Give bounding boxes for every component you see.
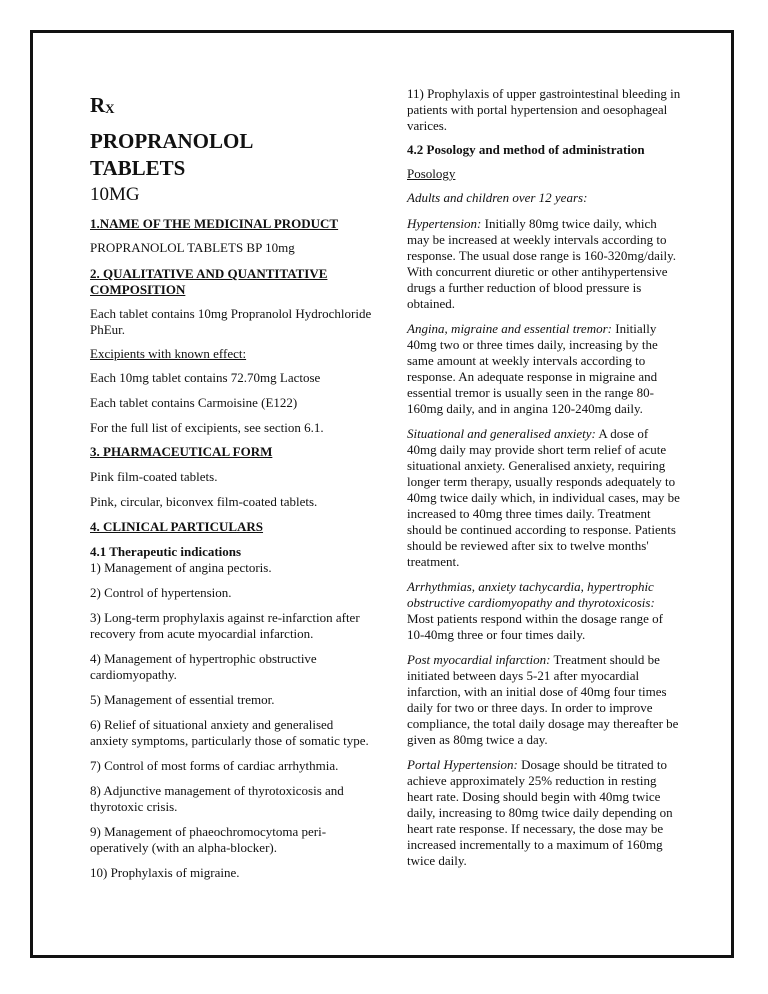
- portal-hypertension-paragraph: Portal Hypertension: Dosage should be titrated to achieve approximately 25% reduction in resting heart rate. Dosing should begin with 40mg twice daily, increasing to 80mg twice daily depending on heart rate response. If necessary, the dose may be increased incrementally to a maximum of 160mg twice daily.: [407, 757, 673, 868]
- indication-item: 8) Adjunctive management of thyrotoxicosis and thyrotoxic crisis.: [90, 783, 344, 814]
- indication-item: 10) Prophylaxis of migraine.: [90, 865, 240, 880]
- indication-item: 5) Management of essential tremor.: [90, 692, 275, 707]
- rx-symbol: $R_X$: [90, 93, 115, 117]
- section-1-text: PROPRANOLOL TABLETS BP 10mg: [90, 240, 295, 255]
- section-4-heading: 4. CLINICAL PARTICULARS: [90, 519, 264, 534]
- myocardial-infarction-paragraph: Post myocardial infarction: Treatment should be initiated between days 5-21 after myocardial infarction, with an initial dose of 40mg four times daily for two or three days. In order to improve compliance, the total daily dosage may thereafter be given as 80mg twice a day.: [407, 652, 679, 747]
- form-text-2: Pink, circular, biconvex film-coated tablets.: [90, 494, 318, 509]
- product-title: PROPRANOLOL TABLETS: [90, 129, 254, 180]
- left-column: [90, 88, 372, 881]
- product-strength: 10MG: [90, 184, 140, 205]
- section-2-heading: 2. QUALITATIVE AND QUANTITATIVE COMPOSITION: [90, 266, 328, 297]
- section-4-2-heading: 4.2 Posology and method of administration: [407, 142, 645, 157]
- indication-item: 3) Long-term prophylaxis against re-infarction after recovery from acute myocardial infarction.: [90, 610, 360, 641]
- section-1-heading: 1.NAME OF THE MEDICINAL PRODUCT: [90, 216, 339, 231]
- arrhythmia-paragraph: Arrhythmias, anxiety tachycardia, hypertrophic obstructive cardiomyopathy and thyrotoxicosis: Most patients respond within the dosage range of 10-40mg three or four times daily.: [407, 579, 663, 642]
- excipients-reference: For the full list of excipients, see section 6.1.: [90, 420, 324, 435]
- excipients-heading: Excipients with known effect:: [90, 346, 247, 361]
- adults-heading: Adults and children over 12 years:: [407, 190, 588, 205]
- indication-item: 2) Control of hypertension.: [90, 585, 232, 600]
- section-4-1-heading: 4.1 Therapeutic indications: [90, 544, 242, 559]
- indication-item: 6) Relief of situational anxiety and generalised anxiety symptoms, particularly those of somatic type.: [90, 717, 369, 748]
- anxiety-paragraph: Situational and generalised anxiety: A dose of 40mg daily may provide short term relief of acute situational anxiety. Generalised anxiety, requiring longer term therapy, usually responds adequately to 40mg twice daily which, in individual cases, may be increased to 40mg three times daily. Treatment should be continued according to response. Patients should be reviewed after six to twelve months' treatment.: [407, 426, 680, 569]
- indication-item: 1) Management of angina pectoris.: [90, 560, 272, 575]
- indication-item: 9) Management of phaeochromocytoma peri-operatively (with an alpha-blocker).: [90, 824, 327, 855]
- indication-item: 7) Control of most forms of cardiac arrhythmia.: [90, 758, 339, 773]
- hypertension-paragraph: Hypertension: Initially 80mg twice daily, which may be increased at weekly intervals according to response. The usual dose range is 160-320mg/daily. With concurrent diuretic or other antihypertensive drugs a further reduction of blood pressure is obtained.: [407, 216, 676, 311]
- posology-heading: Posology: [407, 166, 456, 181]
- section-3-heading: 3. PHARMACEUTICAL FORM: [90, 444, 273, 459]
- form-text-1: Pink film-coated tablets.: [90, 469, 218, 484]
- lactose-text: Each 10mg tablet contains 72.70mg Lactose: [90, 370, 321, 385]
- indication-item: 4) Management of hypertrophic obstructive cardiomyopathy.: [90, 651, 317, 682]
- indication-item-11: 11) Prophylaxis of upper gastrointestinal bleeding in patients with portal hypertension and oesophageal varices.: [407, 86, 681, 133]
- angina-paragraph: Angina, migraine and essential tremor: Initially 40mg two or three times daily, increasing by the same amount at weekly intervals according to response. An adequate response in migraine and essential tremor is usually seen in the range 80-160mg daily, and in angina 120-240mg daily.: [407, 321, 658, 416]
- right-column: [407, 86, 681, 869]
- carmoisine-text: Each tablet contains Carmoisine (E122): [90, 395, 298, 410]
- composition-text: Each tablet contains 10mg Propranolol Hydrochloride PhEur.: [90, 306, 372, 337]
